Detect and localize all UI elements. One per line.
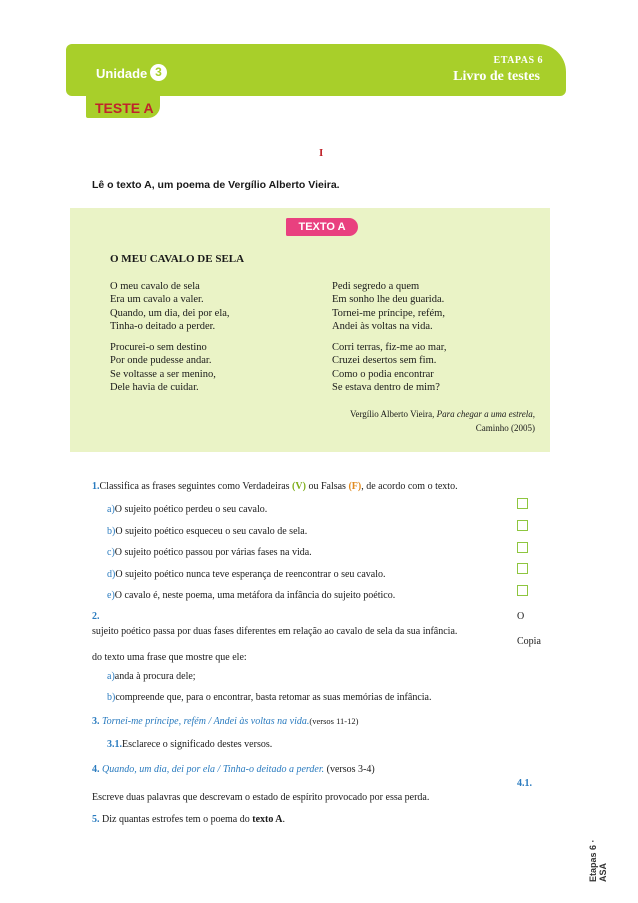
q1-item-a xyxy=(107,504,267,515)
stanza-2 xyxy=(110,341,216,395)
q1-item-e xyxy=(107,590,395,601)
verse: Cruzei desertos sem fim. xyxy=(332,355,437,367)
q2-line-1: sujeito poético passa por duas fases diferentes em relação ao cavalo de sela da sua infância. xyxy=(92,626,458,637)
q4-ref: (versos 3-4) xyxy=(324,764,375,775)
verse: Como o podia encontrar xyxy=(332,368,434,380)
q3-number: 3. xyxy=(92,716,100,727)
q2-item-a xyxy=(107,671,196,682)
intro-text: Lê o texto A, um poema de Vergílio Alberto Vieira. xyxy=(92,179,340,191)
test-label: TESTE A xyxy=(95,100,154,116)
answer-checkbox-e[interactable] xyxy=(517,585,528,596)
credit-punct: , xyxy=(532,409,535,419)
verse: Era um cavalo a valer. xyxy=(110,294,204,306)
verse: Se voltasse a ser menino, xyxy=(110,368,216,380)
verse: Corri terras, fiz-me ao mar, xyxy=(332,342,447,353)
q4-quote: Quando, um dia, dei por ela / Tinha-o deitado a perder. xyxy=(102,764,325,775)
answer-checkbox-d[interactable] xyxy=(517,563,528,574)
series-label: ETAPAS 6 xyxy=(493,55,543,66)
q2-number: 2. xyxy=(92,611,100,622)
unit-label: Unidade xyxy=(96,66,148,81)
q5-text-b: . xyxy=(282,814,286,825)
q1-text-b: ou Falsas xyxy=(305,481,349,492)
q3-quote: Tornei-me príncipe, refém / Andei às voltas na vida. xyxy=(102,716,310,727)
q3-1-number: 3.1. xyxy=(107,739,122,750)
book-title: Livro de testes xyxy=(453,69,540,84)
item-text: anda à procura dele; xyxy=(114,671,196,682)
item-text: O sujeito poético esqueceu o seu cavalo de sela. xyxy=(115,526,308,537)
answer-checkbox-b[interactable] xyxy=(517,520,528,531)
item-letter: e) xyxy=(107,590,115,601)
stanza-3 xyxy=(332,280,445,334)
unit-number-badge: 3 xyxy=(150,64,167,81)
item-letter: a) xyxy=(107,504,115,515)
stanza-1 xyxy=(110,280,230,334)
verse: Por onde pudesse andar. xyxy=(110,355,212,367)
credit-publisher: Caminho (2005) xyxy=(475,423,535,433)
item-text: O sujeito poético perdeu o seu cavalo. xyxy=(114,504,268,515)
q2-side-copia: Copia xyxy=(517,636,541,647)
q1-number: 1. xyxy=(92,481,100,492)
q1-true-label: (V) xyxy=(292,481,306,492)
poem-title: O MEU CAVALO DE SELA xyxy=(110,253,245,265)
item-letter: a) xyxy=(107,671,115,682)
verse: Andei às voltas na vida. xyxy=(332,321,433,333)
item-letter: b) xyxy=(107,526,116,537)
verse: Procurei-o sem destino xyxy=(110,342,207,353)
q3-1-prompt xyxy=(107,739,272,750)
verse: Se estava dentro de mim? xyxy=(332,382,440,394)
q5-text-a: Diz quantas estrofes tem o poema do xyxy=(102,814,253,825)
q4-text: Escreve duas palavras que descrevam o estado de espírito provocado por essa perda. xyxy=(92,792,430,803)
q1-prompt xyxy=(92,481,458,492)
q1-item-b xyxy=(107,526,307,537)
verse: Tinha-o deitado a perder. xyxy=(110,321,216,333)
q5-number: 5. xyxy=(92,814,100,825)
item-letter: c) xyxy=(107,547,115,558)
answer-checkbox-a[interactable] xyxy=(517,498,528,509)
q4-prompt xyxy=(92,764,375,775)
q2-side-o: O xyxy=(517,611,525,622)
q5-bold: texto A xyxy=(252,814,283,825)
q1-item-c xyxy=(107,547,312,558)
q3-prompt xyxy=(92,716,358,727)
q3-1-text: Esclarece o significado destes versos. xyxy=(122,739,273,750)
verse: O meu cavalo de sela xyxy=(110,281,200,292)
verse: Em sonho lhe deu guarida. xyxy=(332,294,445,306)
poem-credit xyxy=(350,407,535,435)
q5-prompt xyxy=(92,814,285,825)
q1-text-c: , de acordo com o texto. xyxy=(361,481,458,492)
q1-false-label: (F) xyxy=(348,481,362,492)
q1-item-d xyxy=(107,569,386,580)
q2-item-b xyxy=(107,692,431,703)
verse: Tornei-me príncipe, refém, xyxy=(332,307,445,319)
verse: Dele havia de cuidar. xyxy=(110,382,199,394)
q1-text-a: Classifica as frases seguintes como Verdadeiras xyxy=(99,481,293,492)
verse: Pedi segredo a quem xyxy=(332,281,420,292)
answer-checkbox-c[interactable] xyxy=(517,542,528,553)
q3-ref: (versos 11-12) xyxy=(309,716,359,726)
item-text: O sujeito poético nunca teve esperança de reencontrar o seu cavalo. xyxy=(115,569,386,580)
stanza-4 xyxy=(332,341,446,395)
part-number: I xyxy=(319,147,324,159)
item-text: O sujeito poético passou por várias fases na vida. xyxy=(114,547,312,558)
item-text: O cavalo é, neste poema, uma metáfora da infância do sujeito poético. xyxy=(114,590,396,601)
q2-line-2: do texto uma frase que mostre que ele: xyxy=(92,652,247,663)
verse: Quando, um dia, dei por ela, xyxy=(110,307,230,319)
item-letter: d) xyxy=(107,569,116,580)
credit-author: Vergílio Alberto Vieira, xyxy=(349,409,437,419)
item-letter: b) xyxy=(107,692,116,703)
footer-mark: Etapas 6 · ASA xyxy=(588,839,608,882)
q4-1-number: 4.1. xyxy=(517,778,532,789)
credit-book: Para chegar a uma estrela xyxy=(436,409,533,419)
q4-number: 4. xyxy=(92,764,100,775)
poem-box-tab: TEXTO A xyxy=(286,218,358,236)
item-text: compreende que, para o encontrar, basta retomar as suas memórias de infância. xyxy=(115,692,432,703)
